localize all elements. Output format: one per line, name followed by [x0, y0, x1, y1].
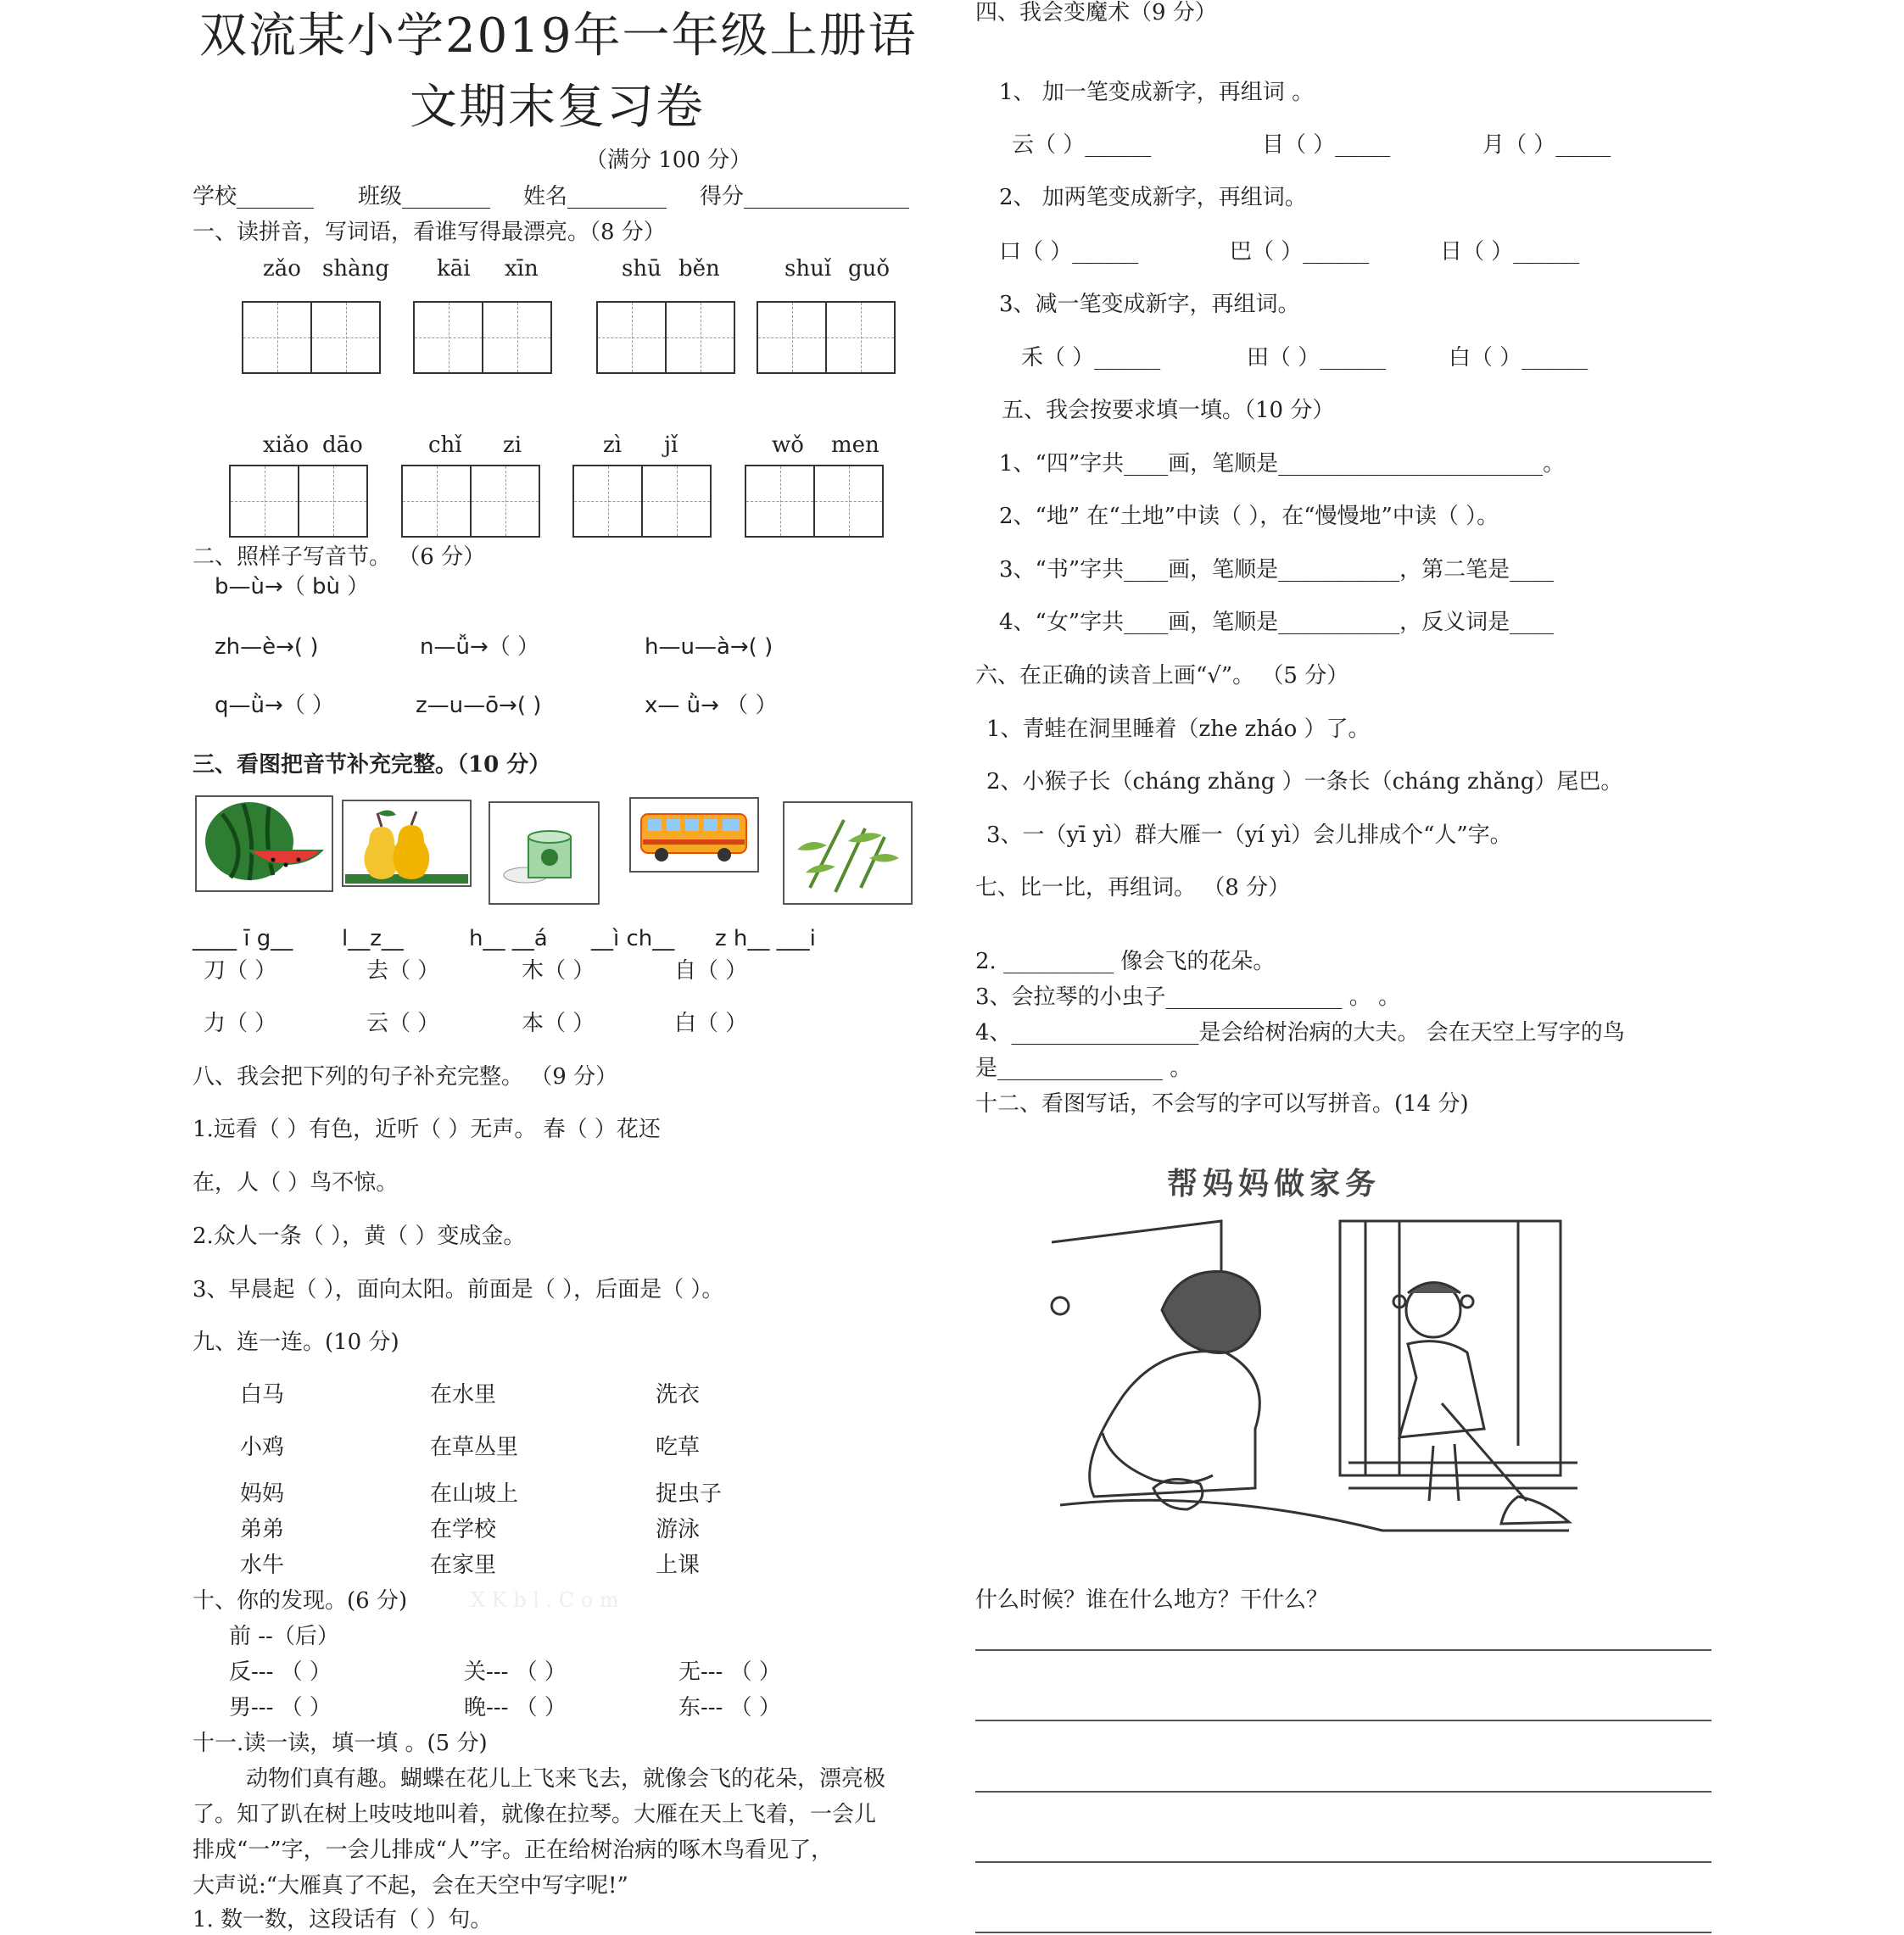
watermark-text: X K b l . C o m	[471, 1588, 619, 1612]
section-5-heading: 五、我会按要求填一填。（10 分）	[1002, 398, 1335, 423]
section-9-heading: 九、连一连。(10 分)	[193, 1330, 399, 1355]
writing-grid[interactable]	[757, 301, 896, 374]
compare-item[interactable]: 白（ ）	[674, 1011, 748, 1036]
sentence-line[interactable]: 3、早晨起（ ），面向太阳。前面是（ ），后面是（ ）。	[193, 1277, 724, 1302]
writing-grid[interactable]	[229, 465, 368, 538]
word-blank[interactable]: 口（ ）______	[999, 239, 1139, 265]
pinyin: jǐ	[664, 432, 678, 458]
match-left[interactable]: 白马	[240, 1382, 285, 1408]
writing-line[interactable]	[975, 1861, 1711, 1863]
pinyin: běn	[678, 256, 720, 282]
match-right[interactable]: 游泳	[656, 1517, 701, 1542]
pears-picture	[342, 800, 472, 887]
question-line: 3、减一笔变成新字，再组词。	[999, 292, 1300, 317]
match-left[interactable]: 小鸡	[240, 1435, 285, 1460]
choice-line[interactable]: 2、小猴子长（cháng zhǎng ）一条长（cháng zhǎng）尾巴。	[986, 769, 1623, 795]
sentence-line[interactable]: 在，人（ ）鸟不惊。	[193, 1170, 399, 1196]
writing-grid[interactable]	[596, 301, 735, 374]
antonym-item[interactable]: 晚--- （ ）	[464, 1695, 567, 1720]
pinyin: zì	[603, 432, 623, 458]
word-blank[interactable]: 云（ ）______	[1012, 132, 1152, 158]
question-line: 1、 加一笔变成新字，再组词 。	[999, 80, 1315, 105]
pinyin: zi	[503, 432, 522, 458]
pinyin: xiǎo	[263, 432, 310, 458]
section-12-heading: 十二、看图写话，不会写的字可以写拼音。(14 分)	[975, 1091, 1469, 1117]
fill-line[interactable]: 4、_________________是会给树治病的大夫。 会在天空上写字的鸟	[975, 1020, 1625, 1046]
cup-picture	[489, 801, 600, 905]
pinyin: shàng	[322, 256, 389, 282]
section-7-heading: 七、比一比，再组词。 （8 分）	[975, 875, 1291, 901]
choice-line[interactable]: 3、一（yī yì）群大雁一（yí yì）会儿排成个“人”字。	[986, 823, 1512, 848]
section-8-heading: 八、我会把下列的句子补充完整。 （9 分）	[193, 1064, 618, 1090]
writing-grid[interactable]	[745, 465, 884, 538]
section-6-heading: 六、在正确的读音上画“√”。 （5 分）	[975, 663, 1349, 689]
syllable-blank[interactable]: __ì ch__	[591, 926, 675, 951]
fill-line[interactable]: 3、会拉琴的小虫子________________ 。 。	[975, 984, 1401, 1010]
word-blank[interactable]: 目（ ）_____	[1262, 132, 1391, 158]
choice-line[interactable]: 1、青蛙在洞里睡着（zhe zháo ）了。	[986, 717, 1371, 742]
fill-line[interactable]: 2、“地” 在“土地”中读（ ），在“慢慢地”中读（ ）。	[999, 504, 1499, 529]
syllable-blank[interactable]: h__ __á	[469, 926, 548, 951]
fill-line[interactable]: 3、“书”字共____画，笔顺是___________，第二笔是____	[999, 557, 1555, 583]
section-4-heading: 四、我会变魔术（9 分）	[975, 0, 1217, 25]
compare-item[interactable]: 力（ ）	[204, 1011, 277, 1036]
writing-grid[interactable]	[572, 465, 712, 538]
match-middle[interactable]: 在水里	[430, 1382, 497, 1408]
compare-item[interactable]: 刀（ ）	[204, 958, 277, 984]
compare-item[interactable]: 去（ ）	[366, 958, 440, 984]
syllable-blank[interactable]: l__z__	[342, 926, 404, 951]
score-field[interactable]: 得分_______________	[700, 184, 910, 209]
section-2-heading: 二、照样子写音节。 （6 分）	[193, 544, 486, 570]
antonym-item[interactable]: 东--- （ ）	[678, 1695, 781, 1720]
pinyin: dāo	[322, 432, 363, 458]
compare-item[interactable]: 木（ ）	[522, 958, 595, 984]
sentence-line[interactable]: 2.众人一条（ ），黄（ ）变成金。	[193, 1224, 526, 1249]
fill-line[interactable]: 2. __________ 像会飞的花朵。	[975, 949, 1276, 974]
match-left[interactable]: 妈妈	[240, 1481, 285, 1507]
match-middle[interactable]: 在山坡上	[430, 1481, 519, 1507]
match-right[interactable]: 洗衣	[656, 1382, 701, 1408]
match-left[interactable]: 弟弟	[240, 1517, 285, 1542]
housework-illustration	[1043, 1208, 1586, 1559]
example-pair: 前 --（后）	[229, 1624, 339, 1649]
pinyin: zǎo	[263, 256, 301, 282]
question-line[interactable]: 1. 数一数，这段话有（ ）句。	[193, 1907, 493, 1932]
title-line-2: 文期末复习卷	[410, 80, 705, 135]
syllable-blank[interactable]: ____ ī g__	[193, 926, 293, 951]
school-field[interactable]: 学校_______	[193, 184, 315, 209]
picture-title: 帮妈妈做家务	[1167, 1166, 1382, 1202]
section-1-heading: 一、读拼音，写词语，看谁写得最漂亮。（8 分）	[193, 220, 666, 245]
antonym-item[interactable]: 关--- （ ）	[464, 1659, 567, 1685]
writing-line[interactable]	[975, 1791, 1711, 1793]
pinyin: xīn	[505, 256, 539, 282]
match-right[interactable]: 上课	[656, 1553, 701, 1578]
full-score: （满分 100 分）	[585, 148, 752, 173]
syllable-item[interactable]: n—ǚ→（ ）	[420, 634, 540, 660]
question-line: 2、 加两笔变成新字，再组词。	[999, 185, 1307, 210]
section-11-heading: 十一.读一读，填一填 。(5 分)	[193, 1731, 488, 1756]
pinyin: shū	[622, 256, 662, 282]
word-blank[interactable]: 巴（ ）______	[1230, 239, 1370, 265]
watermelon-picture	[195, 795, 333, 892]
syllable-item[interactable]: q—ǜ→（ ）	[215, 693, 335, 718]
fill-line[interactable]: 4、“女”字共____画，笔顺是___________，反义词是____	[999, 610, 1555, 635]
word-blank[interactable]: 禾（ ）______	[1021, 345, 1161, 371]
word-blank[interactable]: 白（ ）______	[1449, 345, 1589, 371]
writing-line[interactable]	[975, 1720, 1711, 1721]
match-middle[interactable]: 在草丛里	[430, 1435, 519, 1460]
sentence-line[interactable]: 1.远看（ ）有色，近听（ ）无声。 春（ ）花还	[193, 1117, 661, 1142]
title-line-1: 双流某小学2019年一年级上册语	[199, 8, 918, 64]
writing-line[interactable]	[975, 1932, 1711, 1933]
bamboo-picture	[783, 801, 913, 905]
antonym-item[interactable]: 反--- （ ）	[229, 1659, 332, 1685]
class-field[interactable]: 班级________	[358, 184, 491, 209]
compare-item[interactable]: 云（ ）	[366, 1011, 440, 1036]
writing-grid[interactable]	[413, 301, 552, 374]
word-blank[interactable]: 田（ ）______	[1247, 345, 1387, 371]
syllable-item[interactable]: h—u—à→( )	[645, 634, 773, 660]
pinyin: shuǐ	[784, 256, 832, 282]
syllable-item[interactable]: x— ǜ→ （ ）	[645, 693, 778, 718]
writing-grid[interactable]	[242, 301, 381, 374]
match-middle[interactable]: 在学校	[430, 1517, 497, 1542]
syllable-item[interactable]: zh—è→( )	[215, 634, 319, 660]
word-blank[interactable]: 月（ ）_____	[1482, 132, 1611, 158]
fill-line[interactable]: 是_______________ 。	[975, 1056, 1192, 1081]
syllable-blank[interactable]: z h__ ___i	[715, 926, 816, 951]
compare-item[interactable]: 本（ ）	[522, 1011, 595, 1036]
passage-line: 了。知了趴在树上吱吱地叫着，就像在拉琴。大雁在天上飞着，一会儿	[193, 1802, 877, 1827]
pinyin: wǒ	[772, 432, 804, 458]
antonym-item[interactable]: 无--- （ ）	[678, 1659, 781, 1685]
example-syllable: b—ù→（ bù ）	[215, 574, 370, 599]
syllable-item[interactable]: z—u—ō→( )	[416, 693, 542, 718]
match-right[interactable]: 捉虫子	[656, 1481, 723, 1507]
pinyin: chǐ	[428, 432, 462, 458]
passage-line: 排成“一”字，一会儿排成“人”字。正在给树治病的啄木鸟看见了，	[193, 1837, 834, 1863]
section-10-heading: 十、你的发现。(6 分)	[193, 1588, 408, 1614]
bus-picture	[629, 797, 759, 873]
writing-grid[interactable]	[401, 465, 540, 538]
section-3-heading: 三、看图把音节补充完整。（10 分）	[193, 752, 551, 778]
antonym-item[interactable]: 男--- （ ）	[229, 1695, 332, 1720]
passage-line: 大声说:“大雁真了不起，会在天空中写字呢!”	[193, 1873, 628, 1899]
writing-line[interactable]	[975, 1649, 1711, 1651]
word-blank[interactable]: 日（ ）______	[1440, 239, 1580, 265]
pinyin: kāi	[437, 256, 471, 282]
fill-line[interactable]: 1、“四”字共____画，笔顺是________________________。	[999, 451, 1566, 477]
pinyin: guǒ	[848, 256, 891, 282]
pinyin: men	[831, 432, 879, 458]
match-middle[interactable]: 在家里	[430, 1553, 497, 1578]
name-field[interactable]: 姓名_________	[523, 184, 667, 209]
match-right[interactable]: 吃草	[656, 1435, 701, 1460]
writing-prompt: 什么时候？谁在什么地方？干什么？	[975, 1587, 1329, 1613]
match-left[interactable]: 水牛	[240, 1553, 285, 1578]
passage-line: 动物们真有趣。蝴蝶在花儿上飞来飞去，就像会飞的花朵，漂亮极	[246, 1766, 886, 1792]
compare-item[interactable]: 自（ ）	[674, 958, 748, 984]
